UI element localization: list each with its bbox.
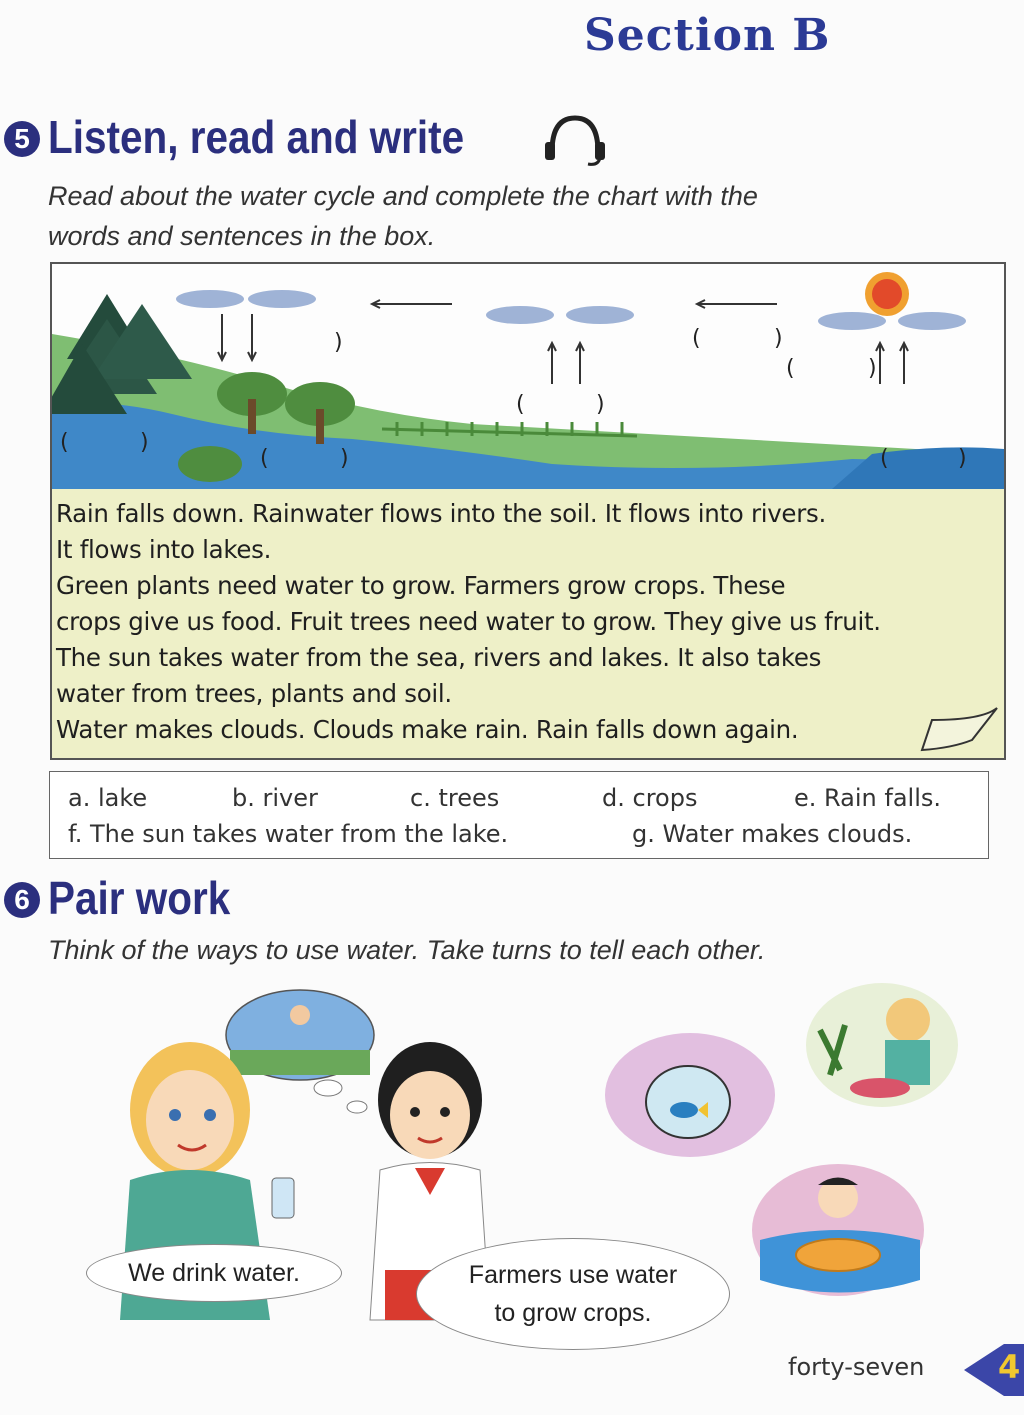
activity5-instruction-line2: words and sentences in the box. [48,221,436,251]
page-curl-icon [912,700,1002,756]
passage-line: The sun takes water from the sea, rivers and lakes. It also takes [56,643,822,672]
speech-bubble-1-text: We drink water. [128,1258,300,1287]
section-title: Section B [584,10,831,61]
speech-bubble-2 [416,1238,730,1350]
blank-6-open: ( [260,446,269,471]
word-option-f: f. The sun takes water from the lake. [68,820,509,848]
blank-7-open: ( [880,446,889,471]
activity6-instruction: Think of the ways to use water. Take turns to tell each other. [48,935,766,965]
blank-5-close: ) [140,430,149,455]
word-option-d: d. crops [602,784,698,812]
headphones-icon [540,112,610,168]
blank-7-close: ) [958,446,967,471]
word-option-b: b. river [232,784,318,812]
page-number-words: forty-seven [788,1353,925,1381]
activity5-instruction-line1: Read about the water cycle and complete the chart with the [48,181,758,211]
passage-line: crops give us food. Fruit trees need water to grow. They give us fruit. [56,607,881,636]
fish-bowl-icon [605,1033,775,1157]
speech-bubble-2-line1: Farmers use water [468,1261,678,1289]
washing-woman-icon [806,983,958,1107]
word-box [49,771,989,859]
word-option-e: e. Rain falls. [794,784,942,812]
water-cycle-chart [50,262,1006,760]
activity-number-5: 5 [4,121,40,157]
activity6-title: Pair work [48,872,231,924]
speech-bubble-1 [86,1244,342,1302]
passage-line: It flows into lakes. [56,535,272,564]
blank-3-open: ( [786,356,795,381]
word-option-c: c. trees [410,784,500,812]
water-cycle-passage [56,496,996,748]
passage-line: water from trees, plants and soil. [56,679,452,708]
blank-3-close: ) [868,356,877,381]
blank-4-open: ( [516,392,525,417]
blank-4-close: ) [596,392,605,417]
page-tab-number: 4 [998,1348,1021,1386]
swimming-boy-icon [752,1164,924,1296]
word-option-a: a. lake [68,784,148,812]
activity5-title: Listen, read and write [48,111,465,163]
sun-icon [865,272,909,316]
blank-2-open: ( [692,326,701,351]
passage-line: Green plants need water to grow. Farmers grow crops. These [56,571,786,600]
blank-2-close: ) [774,326,783,351]
activity-number-6: 6 [4,882,40,918]
water-cycle-illustration [52,264,1004,489]
passage-line: Water makes clouds. Clouds make rain. Rain falls down again. [56,715,799,744]
word-option-g: g. Water makes clouds. [632,820,913,848]
speech-bubble-2-line2: to grow crops. [494,1299,652,1327]
passage-line: Rain falls down. Rainwater flows into the soil. It flows into rivers. [56,499,826,528]
blank-5-open: ( [60,430,69,455]
blank-1-close: ) [334,330,343,355]
blank-6-close: ) [340,446,349,471]
